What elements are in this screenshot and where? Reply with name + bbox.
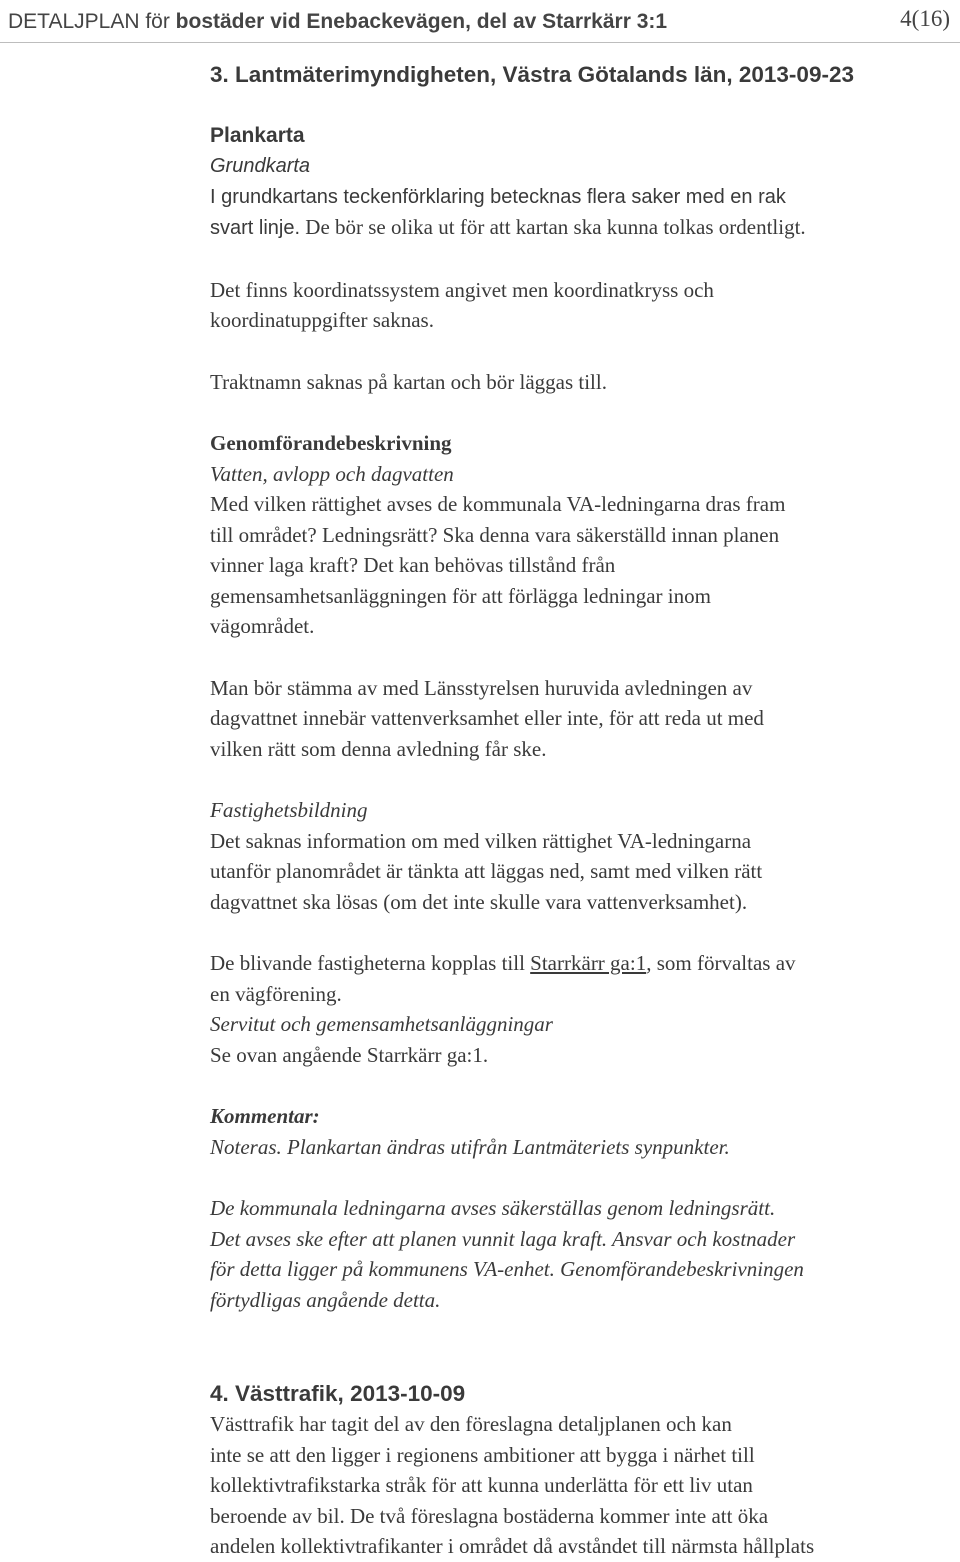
grundkarta-heading: Grundkarta: [210, 155, 311, 177]
vatten-line-1: Med vilken rättighet avses de kommunala VA-ledningarna dras fram: [210, 492, 786, 516]
kommentar-line-3: Det avses ske efter att planen vunnit laga kraft. Ansvar och kostnader: [210, 1226, 796, 1251]
fastighetsbildning-line-2: utanför planområdet är tänkta att läggas ned, samt med vilken rätt: [210, 859, 763, 883]
section-4-heading: 4. Västtrafik, 2013-10-09: [210, 1381, 466, 1406]
blivande-line-1: [210, 948, 945, 979]
lansstyrelsen-line-1: Man bör stämma av med Länsstyrelsen huruvida avledningen av: [210, 675, 753, 700]
document-title-prefix: DETALJPLAN för: [8, 10, 176, 33]
page-number: 4(16): [900, 6, 950, 31]
grundkarta-line-1: I grundkartans teckenförklaring betecknas flera saker med en rak: [210, 185, 786, 208]
grundkarta-line-2a: svart linje.: [210, 217, 301, 239]
grundkarta-line-2: [210, 212, 945, 244]
vatten-heading: Vatten, avlopp och dagvatten: [210, 461, 454, 486]
starrkarr-ga-link[interactable]: Starrkärr ga:1: [530, 951, 647, 975]
header-divider: [0, 42, 960, 43]
document-body: [210, 60, 945, 1562]
plankarta-heading: Plankarta: [210, 124, 305, 147]
grundkarta-line-2b: De bör se olika ut för att kartan ska kunna tolkas ordentligt.: [300, 215, 806, 239]
kommentar-line-5: förtydligas angående detta.: [210, 1287, 441, 1312]
vasttrafik-line-3: kollektivtrafikstarka stråk för att kunna underlätta för ett liv utan: [210, 1473, 753, 1497]
vatten-line-5: vägområdet.: [210, 614, 315, 638]
servitut-text: Se ovan angående Starrkärr ga:1.: [210, 1042, 489, 1067]
servitut-heading: Servitut och gemensamhetsanläggningar: [210, 1012, 553, 1036]
vasttrafik-line-2: inte se att den ligger i regionens ambitioner att bygga i närhet till: [210, 1442, 755, 1467]
vatten-line-2: till området? Ledningsrätt? Ska denna vara säkerställd innan planen: [210, 522, 780, 547]
koordinat-line-2: koordinatuppgifter saknas.: [210, 308, 434, 332]
kommentar-line-4: för detta ligger på kommunens VA-enhet. Genomförandebeskrivningen: [210, 1257, 804, 1281]
fastighetsbildning-heading: Fastighetsbildning: [210, 798, 368, 822]
vasttrafik-line-4: beroende av bil. De två föreslagna bostäderna kommer inte att öka: [210, 1503, 769, 1528]
document-title: [8, 10, 667, 34]
blivande-line-2: en vägförening.: [210, 981, 342, 1006]
vasttrafik-line-1: Västtrafik har tagit del av den föreslagna detaljplanen och kan: [210, 1412, 732, 1436]
kommentar-line-2: De kommunala ledningarna avses säkerställas genom ledningsrätt.: [210, 1196, 776, 1220]
fastighetsbildning-line-3: dagvattnet ska lösas (om det inte skulle vara vattenverksamhet).: [210, 889, 748, 914]
blivande-prefix: De blivande fastigheterna kopplas till: [210, 951, 531, 975]
blivande-suffix: , som förvaltas av: [646, 951, 796, 975]
section-3-heading: 3. Lantmäterimyndigheten, Västra Götalands län, 2013-09-23: [210, 62, 854, 87]
koordinat-line-1: Det finns koordinatssystem angivet men koordinatkryss och: [210, 277, 714, 302]
vatten-line-3: vinner laga kraft? Det kan behövas tillstånd från: [210, 553, 616, 577]
page-header: [8, 6, 950, 42]
traktnamn-text: Traktnamn saknas på kartan och bör läggas till.: [210, 369, 607, 394]
vatten-line-4: gemensamhetsanläggningen för att förlägga ledningar inom: [210, 583, 711, 608]
kommentar-line-1: Noteras. Plankartan ändras utifrån Lantmäteriets synpunkter.: [210, 1134, 730, 1159]
document-title-main: bostäder vid Enebackevägen, del av Starrkärr 3:1: [175, 10, 668, 33]
lansstyrelsen-line-2: dagvattnet innebär vattenverksamhet eller inte, för att reda ut med: [210, 706, 764, 730]
genomforande-heading: Genomförandebeskrivning: [210, 431, 452, 455]
vasttrafik-line-5: andelen kollektivtrafikanter i området då avståndet till närmsta hållplats: [210, 1534, 815, 1558]
kommentar-heading: Kommentar:: [210, 1104, 320, 1128]
lansstyrelsen-line-3: vilken rätt som denna avledning får ske.: [210, 736, 547, 761]
fastighetsbildning-line-1: Det saknas information om med vilken rättighet VA-ledningarna: [210, 828, 752, 853]
